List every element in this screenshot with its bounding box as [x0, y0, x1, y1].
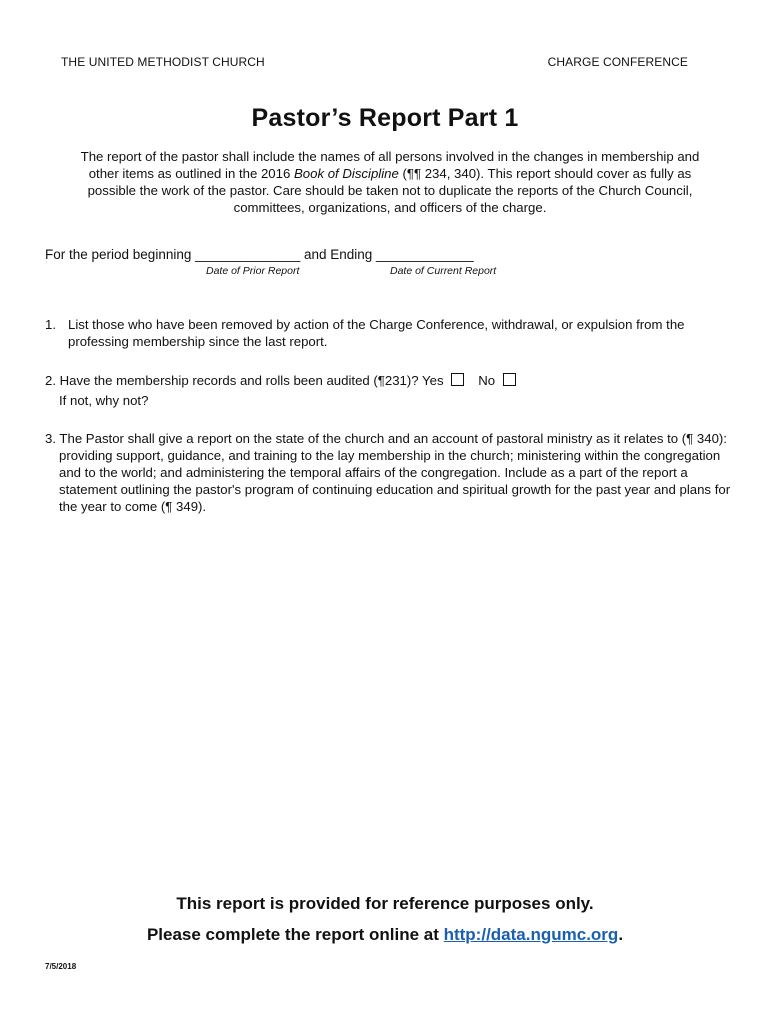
question-2 [45, 372, 725, 409]
question-1-text: List those who have been removed by action of the Charge Conference, withdrawal, or expulsion from the professing membership since the last report. [68, 317, 685, 349]
footer-instructions [0, 925, 770, 945]
footer-notice: This report is provided for reference purposes only. [176, 894, 594, 913]
footer-suffix: . [618, 925, 624, 944]
period-line: For the period beginning ______________ and Ending _____________ [45, 247, 474, 262]
current-report-caption: Date of Current Report [390, 265, 497, 277]
header-charge-conference: CHARGE CONFERENCE [547, 55, 688, 69]
question-1-number: 1. [45, 317, 56, 332]
data-ngumc-link[interactable]: http://data.ngumc.org [443, 925, 619, 944]
yes-checkbox[interactable] [451, 373, 464, 386]
prior-report-caption: Date of Prior Report [206, 265, 300, 277]
intro-text-1: The report of the pastor shall include the names of all persons involved in the changes in membership and other items as outlined in the 2016 [80, 149, 700, 181]
intro-text-2: (¶¶ 234, 340). This report should cover as fully as possible the work of the pastor. Care should be taken not to duplicate the reports of the Church Council, committees, organizations, and officers of the charge. [87, 166, 693, 215]
no-checkbox[interactable] [503, 373, 516, 386]
intro-paragraph [70, 148, 710, 216]
question-1 [45, 316, 725, 350]
no-label: No [478, 373, 496, 388]
revision-date: 7/5/2018 [45, 962, 77, 971]
book-of-discipline: Book of Discipline [293, 166, 399, 181]
question-2-text: 2. Have the membership records and rolls been audited (¶231)? Yes [45, 373, 444, 388]
page-title: Pastor’s Report Part 1 [251, 104, 519, 132]
question-2-followup: If not, why not? [59, 393, 149, 408]
footer-prefix: Please complete the report online at [146, 925, 444, 944]
header-church-name: THE UNITED METHODIST CHURCH [61, 55, 265, 69]
question-3: 3. The Pastor shall give a report on the state of the church and an account of pastoral ministry as it relates to (¶ 340): providing support, guidance, and training to the lay membership in the church; ministering within the congregation and to the world; and administering the temporal affairs of the congregation. Include as a part of the report a statement outlining the pastor's program of continuing education and spiritual growth for the past year and plans for the year to come (¶ 349). [45, 431, 731, 514]
